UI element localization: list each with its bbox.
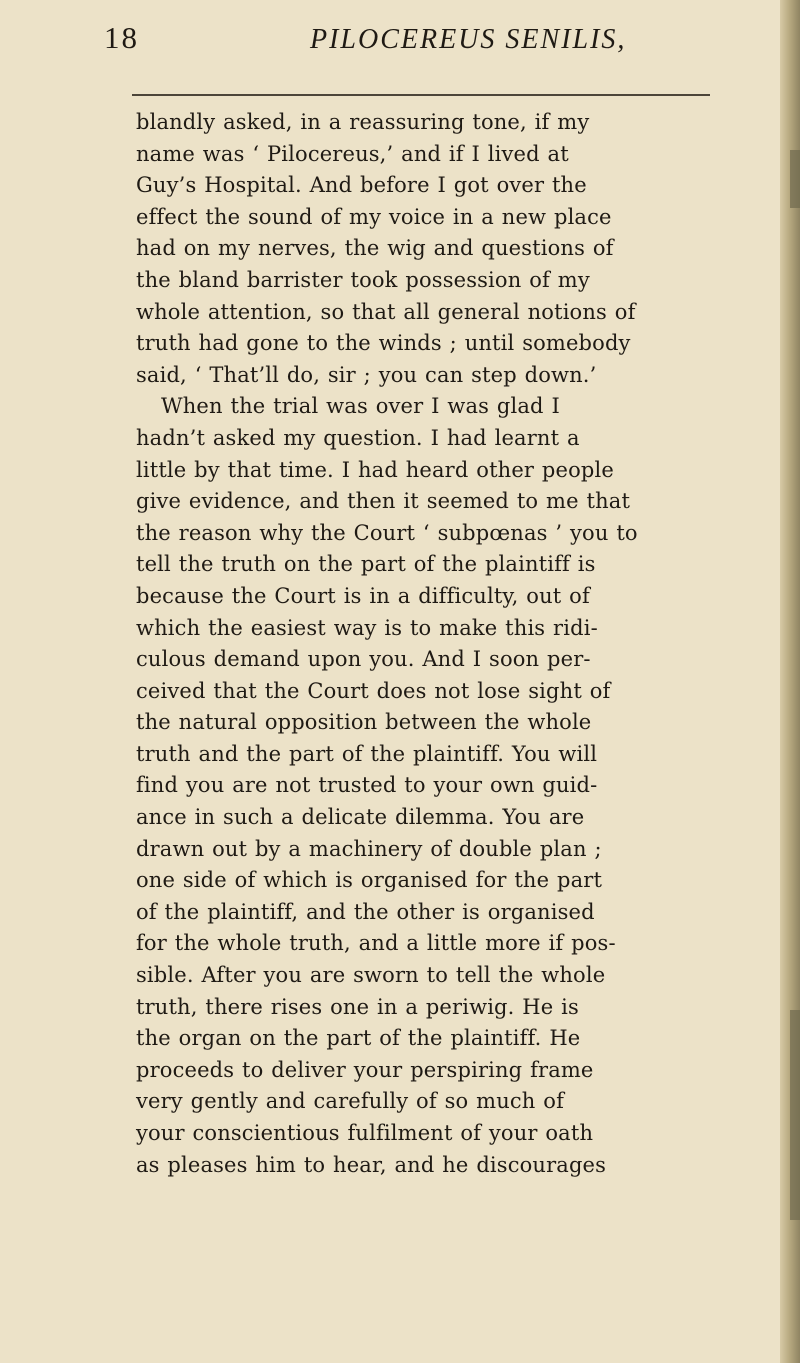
text-line: the natural opposition between the whole <box>136 710 592 735</box>
page-edge <box>780 0 800 1363</box>
running-title: PILOCEREUS SENILIS, <box>310 24 627 55</box>
text-line: the bland barrister took possession of my <box>136 267 590 292</box>
text-line: for the whole truth, and a little more if pos- <box>136 931 616 956</box>
running-head <box>104 20 720 74</box>
text-line: one side of which is organised for the part <box>136 868 603 893</box>
text-line: blandly asked, in a reassuring tone, if my <box>136 110 590 134</box>
text-line: because the Court is in a difficulty, out of <box>136 583 590 608</box>
text-line: very gently and carefully of so much of <box>136 1089 564 1114</box>
text-line: give evidence, and then it seemed to me that <box>136 489 631 514</box>
text-line: proceeds to deliver your perspiring frame <box>136 1057 594 1082</box>
text-line: as pleases him to hear, and he discourages <box>136 1152 607 1177</box>
text-line: said, ‘ That’ll do, sir ; you can step down.’ <box>136 362 597 387</box>
text-line: your conscientious fulfilment of your oath <box>136 1121 594 1145</box>
page-number: 18 <box>104 20 139 55</box>
text-line: hadn’t asked my question. I had learnt a <box>136 425 580 450</box>
text-line: of the plaintiff, and the other is organised <box>136 899 595 924</box>
text-line: name was ‘ Pilocereus,’ and if I lived at <box>136 141 569 166</box>
text-line: the reason why the Court ‘ subpœnas ’ you to <box>136 520 638 545</box>
text-line: had on my nerves, the wig and questions of <box>136 236 614 261</box>
text-line: the organ on the part of the plaintiff. He <box>136 1026 581 1051</box>
edge-shadow <box>790 1010 800 1220</box>
text-line: ceived that the Court does not lose sight of <box>136 678 611 703</box>
edge-shadow <box>790 150 800 208</box>
paragraph-start-line: When the trial was over I was glad I <box>161 394 560 419</box>
text-line: culous demand upon you. And I soon per- <box>136 647 591 672</box>
text-line: sible. After you are sworn to tell the whole <box>136 963 606 988</box>
body-text <box>136 107 720 1181</box>
text-line: tell the truth on the part of the plaintiff is <box>136 552 596 577</box>
text-line: truth had gone to the winds ; until somebody <box>136 331 631 356</box>
text-line: truth, there rises one in a periwig. He is <box>136 994 579 1019</box>
header-rule <box>132 94 710 96</box>
text-line: which the easiest way is to make this ridi- <box>136 615 598 640</box>
text-line: whole attention, so that all general notions of <box>136 299 636 324</box>
text-line: find you are not trusted to your own guid- <box>136 773 598 798</box>
text-line: drawn out by a machinery of double plan ; <box>136 836 602 861</box>
text-line: ance in such a delicate dilemma. You are <box>136 805 585 830</box>
text-line: truth and the part of the plaintiff. You will <box>136 741 598 766</box>
text-line: little by that time. I had heard other people <box>136 457 614 482</box>
text-line: Guy’s Hospital. And before I got over the <box>136 173 587 198</box>
text-line: effect the sound of my voice in a new place <box>136 204 612 229</box>
